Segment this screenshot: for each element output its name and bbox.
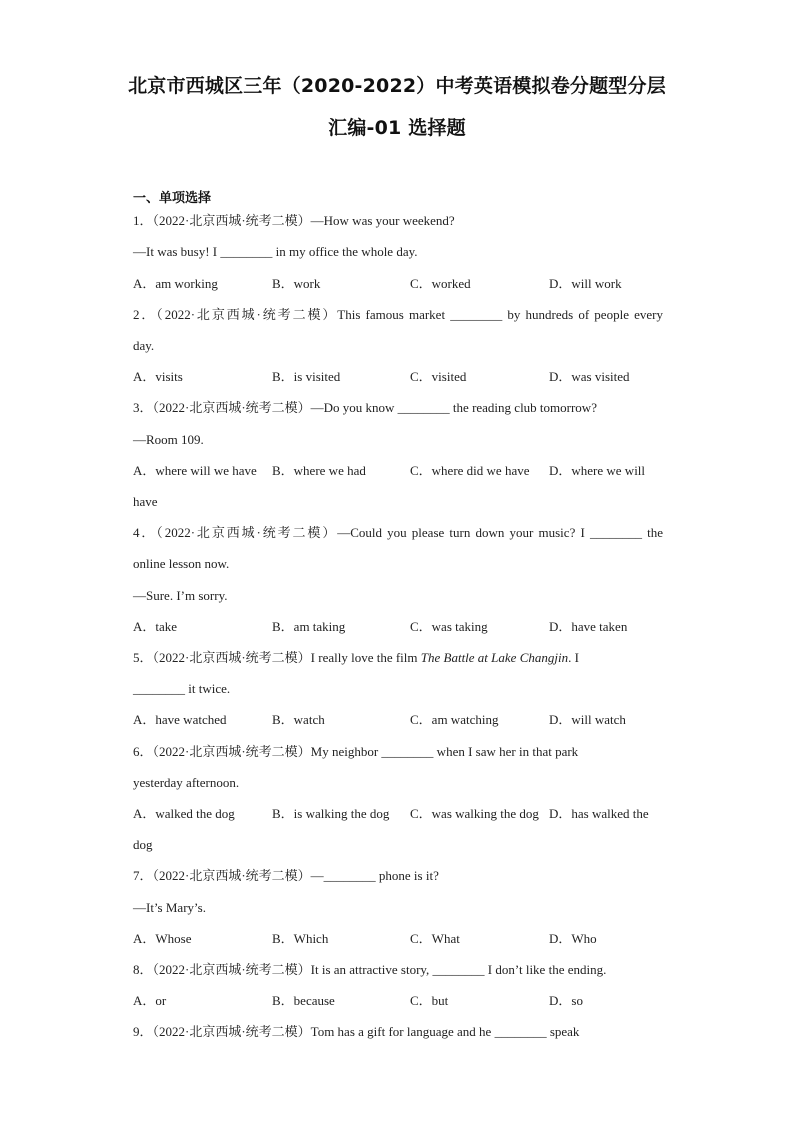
question-2-options (133, 369, 673, 385)
question-5-text: 5．（2022·北京西城·统考二模）I really love the film (133, 650, 421, 665)
option-c: C．am watching (410, 712, 499, 727)
option-b: B．is visited (272, 369, 341, 384)
question-6-stem: 6．（2022·北京西城·统考二模）My neighbor ________ when I saw her in that park (133, 744, 579, 759)
option-a: A．take (133, 619, 178, 634)
option-c: C．was taking (410, 619, 488, 634)
section-heading: 一、单项选择 (133, 191, 212, 206)
option-d: D．where we will (549, 463, 646, 478)
option-a: A．visits (133, 369, 183, 384)
question-4-line3: —Sure. I’m sorry. (133, 588, 228, 603)
option-c: C．visited (410, 369, 467, 384)
option-d: D．will work (549, 276, 622, 291)
question-6-line2: yesterday afternoon. (133, 775, 240, 790)
question-4-options (133, 619, 673, 635)
option-d: D．Who (549, 931, 597, 946)
option-a: A．have watched (133, 712, 227, 727)
document-title-line1: 北京市西城区三年（2020-2022）中考英语模拟卷分题型分层 (128, 75, 666, 97)
option-d: D．was visited (549, 369, 630, 384)
film-title: The Battle at Lake Changjin (420, 650, 569, 665)
question-8-options (133, 993, 673, 1009)
option-b: B．where we had (272, 463, 366, 478)
option-b: B．watch (272, 712, 325, 727)
question-5-text-end: . I (568, 650, 579, 665)
question-5-line2: ________ it twice. (133, 681, 231, 696)
document-title-line2: 汇编-01 选择题 (328, 117, 466, 139)
question-6-option-continuation: dog (133, 837, 153, 852)
option-a: A．where will we have (133, 463, 257, 478)
question-1-line2: —It was busy! I ________ in my office the whole day. (133, 244, 418, 259)
option-c: C．was walking the dog (410, 806, 539, 821)
option-a: A．walked the dog (133, 806, 235, 821)
question-1-options (133, 276, 673, 292)
option-d: D．have taken (549, 619, 628, 634)
option-b: B．work (272, 276, 321, 291)
option-d: D．so (549, 993, 583, 1008)
option-b: B．Which (272, 931, 329, 946)
question-7-line2: —It’s Mary’s. (133, 900, 206, 915)
question-1-stem: 1．（2022·北京西城·统考二模）—How was your weekend? (133, 213, 455, 228)
option-c: C．but (410, 993, 449, 1008)
option-c: C．What (410, 931, 460, 946)
question-7-options (133, 931, 673, 947)
option-b: B．is walking the dog (272, 806, 390, 821)
option-b: B．am taking (272, 619, 346, 634)
option-a: A．Whose (133, 931, 192, 946)
option-c: C．worked (410, 276, 471, 291)
question-2-stem: 2．（2022·北京西城·统考二模）This famous market ________ by hundreds of people every (133, 307, 663, 322)
option-c: C．where did we have (410, 463, 530, 478)
question-9-stem: 9．（2022·北京西城·统考二模）Tom has a gift for language and he ________ speak (133, 1024, 580, 1039)
question-6-options (133, 806, 673, 822)
question-2-line2: day. (133, 338, 155, 353)
question-5-options (133, 712, 673, 728)
option-d: D．will watch (549, 712, 626, 727)
option-a: A．or (133, 993, 167, 1008)
question-7-stem: 7．（2022·北京西城·统考二模）—________ phone is it? (133, 868, 439, 883)
question-8-stem: 8．（2022·北京西城·统考二模）It is an attractive story, ________ I don’t like the ending. (133, 962, 607, 977)
question-4-line2: online lesson now. (133, 556, 230, 571)
option-a: A．am working (133, 276, 218, 291)
option-b: B．because (272, 993, 335, 1008)
question-5-stem (133, 650, 663, 666)
question-3-options (133, 463, 673, 479)
question-3-line2: —Room 109. (133, 432, 204, 447)
question-3-option-continuation: have (133, 494, 158, 509)
option-d: D．has walked the (549, 806, 649, 821)
question-4-stem: 4．（2022·北京西城·统考二模）—Could you please turn down your music? I ________ the (133, 525, 663, 540)
question-3-stem: 3．（2022·北京西城·统考二模）—Do you know ________ the reading club tomorrow? (133, 400, 597, 415)
